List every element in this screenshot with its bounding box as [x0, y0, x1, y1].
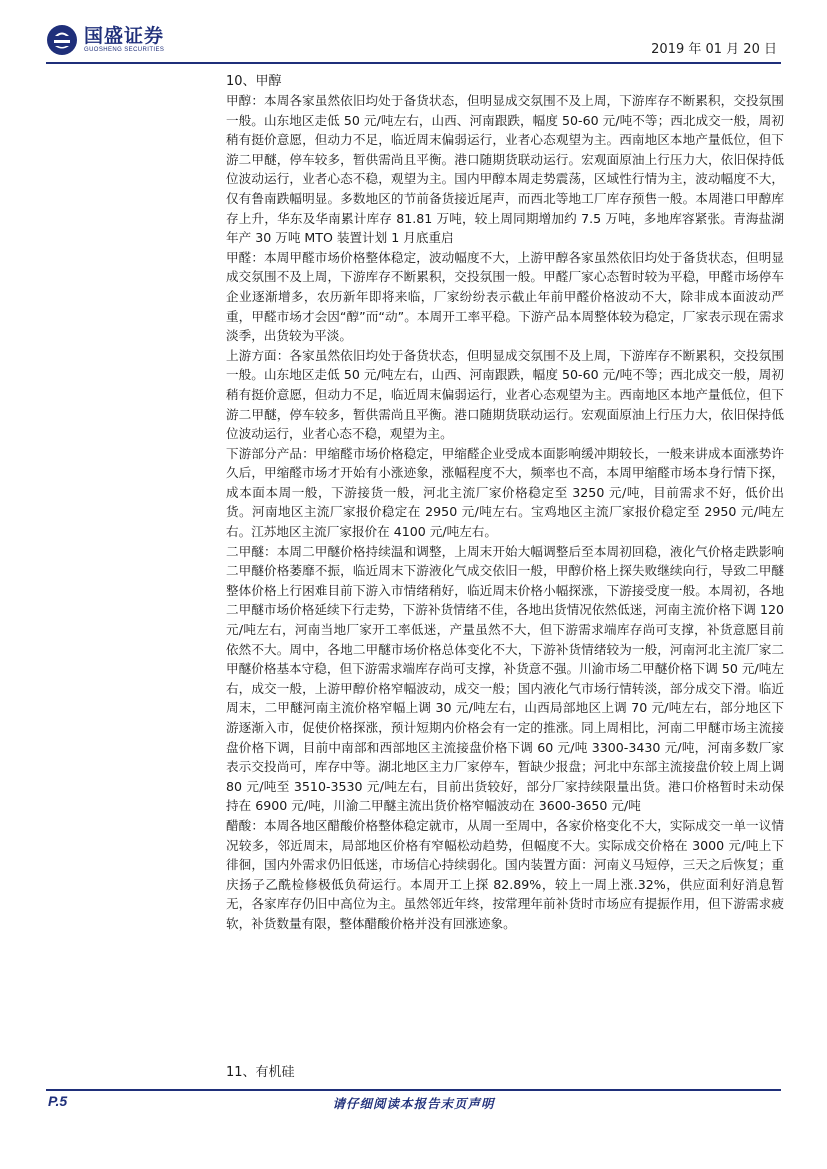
paragraph-downstream-products: 下游部分产品：甲缩醛市场价格稳定，甲缩醛企业受成本面影响缓冲期较长，一般来讲成本面涨势许久后，甲缩醛市场才开始有小涨迹象，涨幅程度不大，频率也不高，本周甲缩醛市场本身行情下探，成本面本周一般，下游接货一般，河北主流厂家价格稳定至 3250 元/吨，目前需求不好，低价出货。河南地区主流厂家报价稳定在 2950 元/吨左右。宝鸡地区主流厂家报价稳定至 2950 元/吨左右。江苏地区主流厂家报价在 4100 元/吨左右。	[226, 445, 784, 540]
paragraph-dme: 二甲醚：本周二甲醚价格持续温和调整，上周末开始大幅调整后至本周初回稳，液化气价格走跌影响二甲醚价格萎靡不振，临近周末下游液化气成交依旧一般，甲醇价格上探失败继续向行，导致二甲醚整体价格上行困难目前下游入市情绪稍好，临近周末价格小幅探涨，下游接受度一般。本周初，各地二甲醚市场价格延续下行走势，下游补货情绪不佳，各地出货情况依然低迷，河南主流价格下调 120 元/吨左右，河南当地厂家开工率低迷，产量虽然不大，但下游需求端库存尚可支撑，补货意愿目前依然不大。周中，各地二甲醚市场价格总体变化不大，下游补货情绪较为一般，河南河北主流厂家二甲醚价格基本守稳，但下游需求端库存尚可支撑，补货意不强。川渝市场二甲醚价格下调 50 元/吨左右，成交一般，上游甲醇价格窄幅波动，成交一般；国内液化气市场行情转淡，部分成交下滑。临近周末，二甲醚河南主流价格窄幅上调 30 元/吨左右，山西局部地区上调 70 元/吨左右，部分地区下游逐渐入市，促使价格探涨，预计短期内价格会有一定的推涨。同上周相比，河南二甲醚市场主流接盘价格下调，目前中南部和西部地区主流接盘价格下调 60 元/吨 3300-3430 元/吨，河南多数厂家表示交投尚可，库存中等。湖北地区主力厂家停车，暂缺少报盘；河北中东部主流接盘价较上周上调 80 元/吨至 3510-3530 元/吨左右，目前出货较好，部分厂家持续限量出货。港口价格暂时未动保持在 6900 元/吨，川渝二甲醚主流出货价格窄幅波动在 3600-3650 元/吨	[226, 543, 784, 814]
section-title-methanol: 10、甲醇	[226, 74, 282, 89]
report-date: 2019 年 01 月 20 日	[651, 42, 777, 57]
section-title-silicone: 11、有机硅	[226, 1065, 295, 1080]
report-body	[226, 72, 784, 934]
logo-chinese-name: 国盛证券	[84, 25, 165, 47]
logo-english-name: GUOSHENG SECURITIES	[84, 47, 165, 53]
company-logo	[46, 24, 164, 56]
header-divider	[46, 62, 781, 64]
page-header	[0, 0, 827, 70]
page-number: P.5	[48, 1093, 68, 1109]
logo-emblem-icon	[46, 24, 78, 56]
paragraph-formaldehyde: 甲醛：本周甲醛市场价格整体稳定，波动幅度不大，上游甲醇各家虽然依旧均处于备货状态，但明显成交氛围不及上周，下游库存不断累积，交投氛围一般。甲醛厂家心态暂时较为平稳，甲醛市场停车企业逐渐增多，农历新年即将来临，厂家纷纷表示截止年前甲醛价格波动不大，除非成本面波动严重，甲醛市场才会因“醇”而“动”。本周开工率平稳。下游产品本周整体较为稳定，厂家表示现在需求淡季，出货较为平淡。	[226, 249, 784, 344]
paragraph-methanol: 甲醇：本周各家虽然依旧均处于备货状态，但明显成交氛围不及上周，下游库存不断累积，交投氛围一般。山东地区走低 50 元/吨左右，山西、河南跟跌，幅度 50-60 元/吨不等；西北成交一般，周初稍有挺价意愿，但动力不足，临近周末偏弱运行，业者心态观望为主。西南地区本地产量低位，但下游二甲醚，停车较多，暂供需尚且平衡。港口随期货联动运行。宏观面原油上行压力大，依旧保持低位波动运行，业者心态不稳，观望为主。国内甲醇本周走势震荡，区域性行情为主，波动幅度不大，仅有鲁南跌幅明显。多数地区的节前备货接近尾声，而西北等地工厂库存预售一般。本周港口甲醇库存上升，华东及华南累计库存 81.81 万吨，较上周同期增加约 7.5 万吨，多地库容紧张。青海盐湖年产 30 万吨 MTO 装置计划 1 月底重启	[226, 93, 784, 246]
paragraph-upstream: 上游方面：各家虽然依旧均处于备货状态，但明显成交氛围不及上周，下游库存不断累积，交投氛围一般。山东地区走低 50 元/吨左右，山西、河南跟跌，幅度 50-60 元/吨不等；西北成交一般，周初稍有挺价意愿，但动力不足，临近周末偏弱运行，业者心态观望为主。西南地区本地产量低位，但下游二甲醚，停车较多，暂供需尚且平衡。港口随期货联动运行。宏观面原油上行压力大，依旧保持低位波动运行，业者心态不稳，观望为主。	[226, 347, 784, 442]
footer-disclaimer: 请仔细阅读本报告末页声明	[332, 1096, 495, 1111]
paragraph-acetic-acid: 醋酸：本周各地区醋酸价格整体稳定就市，从周一至周中，各家价格变化不大，实际成交一单一议情况较多，邻近周末，局部地区价格有窄幅松动趋势，但幅度不大。实际成交价格在 3000 元/吨上下徘徊，国内外需求仍旧低迷，市场信心持续弱化。国内装置方面：河南义马短停，三天之后恢复；重庆扬子乙酰检修极低负荷运行。本周开工上探 82.89%，较上一周上涨.32%，供应面利好消息暂无，各家库存仍旧中高位为主。虽然邻近年终，按常理年前补货时市场应有提振作用，但下游需求疲软，补货数量有限，整体醋酸价格并没有回涨迹象。	[226, 817, 784, 931]
footer-divider	[46, 1089, 781, 1091]
